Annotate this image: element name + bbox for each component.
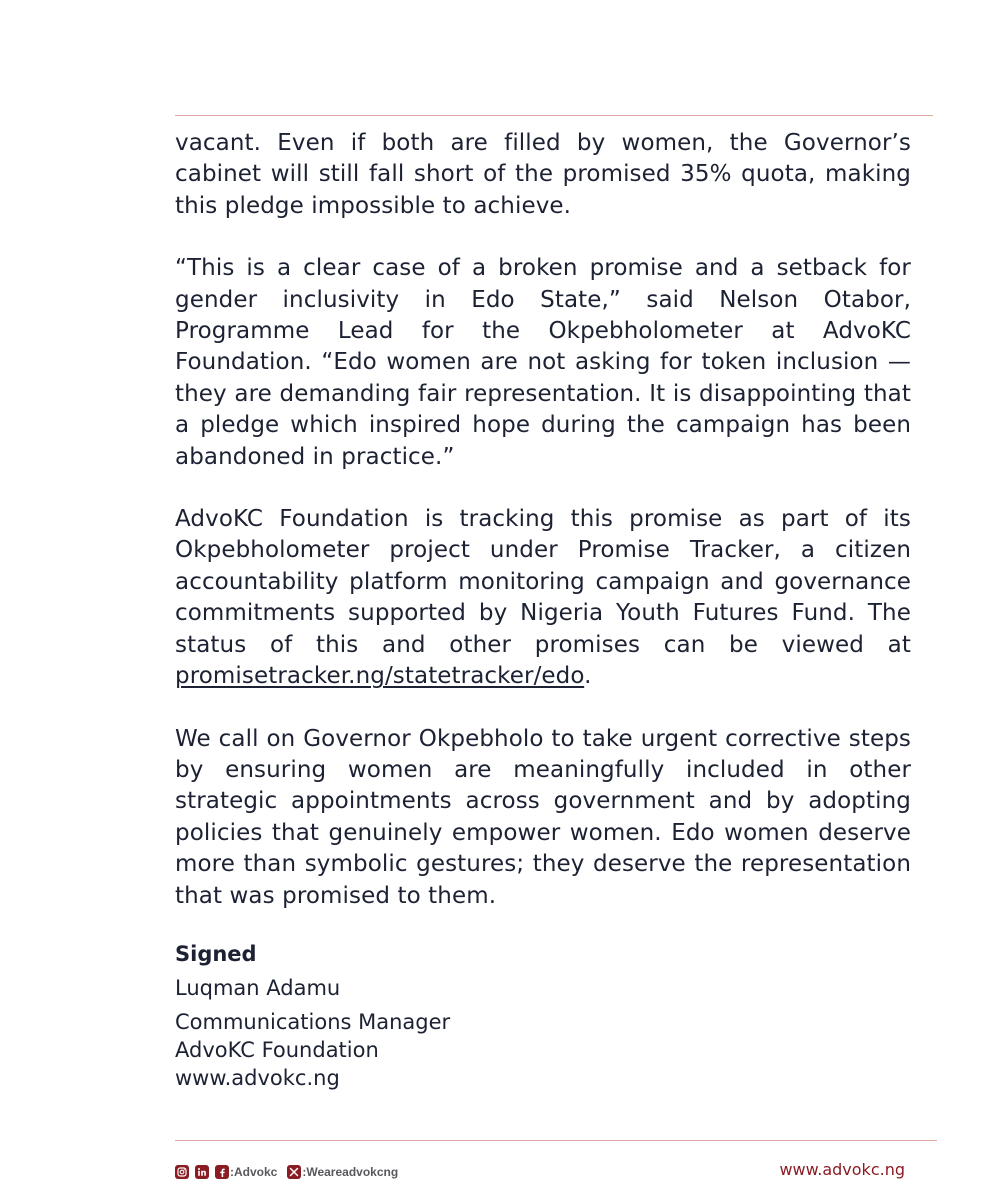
facebook-icon[interactable] — [215, 1165, 229, 1179]
paragraph-call-to-action: We call on Governor Okpebholo to take urgent corrective steps by ensuring women are meaningfully included in other strategic appointments across government and by adopting policies that genuinely empower women. Edo women deserve more than symbolic gestures; they deserve the representation that was promised to them. — [175, 725, 911, 909]
signatory-website: www.advokc.ng — [175, 1065, 340, 1090]
footer — [175, 1160, 915, 1184]
instagram-icon[interactable] — [175, 1165, 189, 1179]
signatory-name: Luqman Adamu — [175, 975, 341, 1000]
bottom-divider — [175, 1140, 937, 1141]
signature-block — [175, 940, 911, 1092]
paragraph-tracker — [175, 504, 911, 692]
social-links — [175, 1165, 408, 1179]
footer-website[interactable]: www.advokc.ng — [779, 1160, 905, 1179]
promise-tracker-link[interactable]: promisetracker.ng/statetracker/edo — [175, 663, 585, 690]
facebook-handle[interactable]: :Advokc — [230, 1165, 278, 1179]
tracker-text: AdvoKC Foundation is tracking this promise as part of its Okpebholometer project under Promise Tracker, a citizen accountability platform monitoring campaign and governance commitments supported by Nigeria Youth Futures Fund. The status of this and other promises can be viewed at — [175, 506, 911, 658]
linkedin-icon[interactable] — [195, 1165, 209, 1179]
x-icon[interactable] — [287, 1165, 301, 1179]
tracker-text-end: . — [584, 663, 592, 690]
x-handle[interactable]: :Weareadvokcng — [302, 1165, 399, 1179]
signed-label: Signed — [175, 941, 257, 966]
top-divider — [175, 115, 933, 116]
signatory-organization: AdvoKC Foundation — [175, 1037, 379, 1062]
paragraph-quote: “This is a clear case of a broken promise and a setback for gender inclusivity in Edo State,” said Nelson Otabor, Programme Lead for the Okpebholometer at AdvoKC Foundation. “Edo women are not asking for token inclusion — they are demanding fair representation. It is disappointing that a pledge which inspired hope during the campaign has been abandoned in practice.” — [175, 255, 911, 470]
document-body — [175, 128, 911, 1092]
paragraph-vacant: vacant. Even if both are filled by women, the Governor’s cabinet will still fall short of the promised 35% quota, making this pledge impossible to achieve. — [175, 130, 911, 219]
signatory-title: Communications Manager — [175, 1009, 451, 1034]
